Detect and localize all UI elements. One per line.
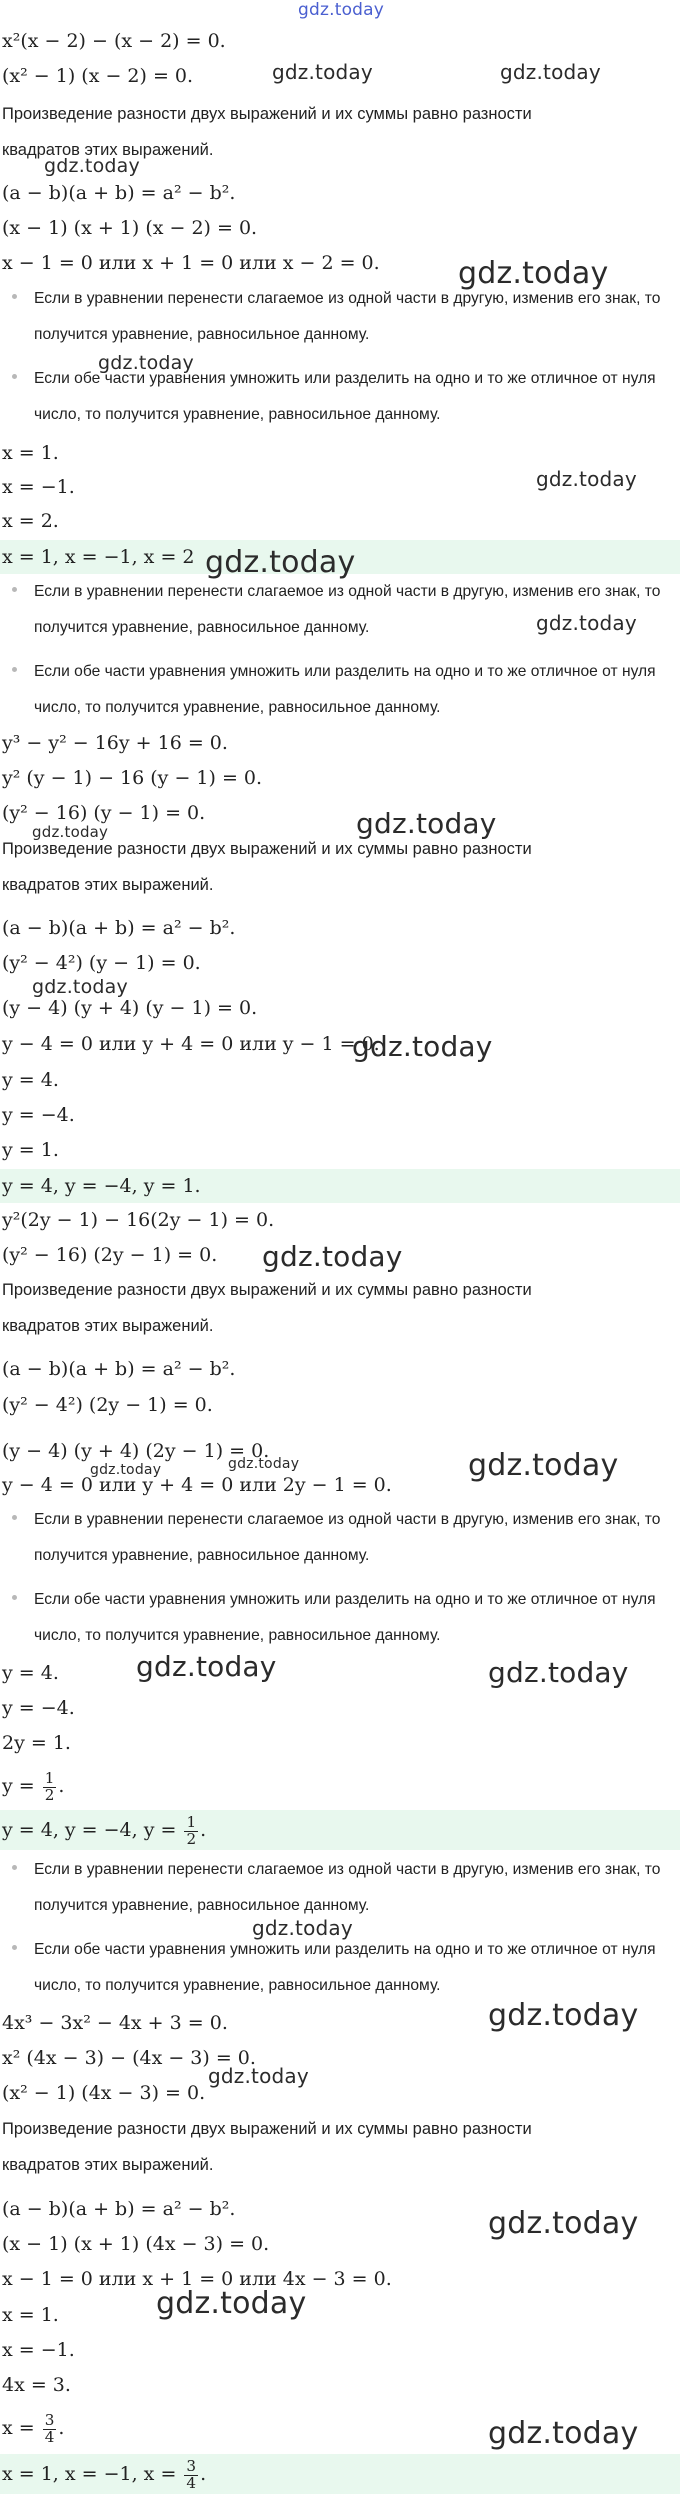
watermark: gdz.today xyxy=(205,545,356,580)
rule-text: Если в уравнении перенести слагаемое из одной части в другую, изменив его знак, то получится уравнение, равносильное данному. xyxy=(34,1511,661,1564)
numerator: 1 xyxy=(186,1812,197,1831)
equation-line: y³ − y² − 16y + 16 = 0. xyxy=(2,732,228,754)
denominator: 2 xyxy=(44,1785,55,1804)
root-line: x = −1. xyxy=(2,476,75,498)
rule-text: Если обе части уравнения умножить или разделить на одно и то же отличное от нуля число, то получится уравнение, равносильное данному. xyxy=(34,1591,656,1644)
numerator: 3 xyxy=(186,2456,197,2475)
answer-suffix: . xyxy=(200,2463,207,2485)
equation-line: (a − b)(a + b) = a² − b². xyxy=(2,1358,236,1380)
denominator: 4 xyxy=(44,2427,55,2446)
equation-line: (x² − 1) (x − 2) = 0. xyxy=(2,65,194,87)
root-suffix: . xyxy=(58,1775,65,1797)
equation-line: x² (4x − 3) − (4x − 3) = 0. xyxy=(2,2047,256,2069)
text-line: Произведение разности двух выражений и их суммы равно разности xyxy=(2,840,532,858)
equation-line: (y − 4) (y + 4) (2y − 1) = 0. xyxy=(2,1440,270,1462)
watermark: gdz.today xyxy=(262,1240,403,1273)
watermark: gdz.today xyxy=(500,60,601,84)
answer-suffix: . xyxy=(200,1819,207,1841)
root-line xyxy=(2,1766,680,1806)
root-line: 2y = 1. xyxy=(2,1732,71,1754)
watermark: gdz.today xyxy=(44,155,140,177)
equation-line: (a − b)(a + b) = a² − b². xyxy=(2,917,236,939)
numerator: 1 xyxy=(44,1768,55,1787)
header-watermark: gdz.today xyxy=(298,0,385,20)
watermark: gdz.today xyxy=(208,2064,309,2088)
equation-line: x²(x − 2) − (x − 2) = 0. xyxy=(2,30,226,52)
root-prefix: y = xyxy=(2,1775,41,1797)
fraction xyxy=(43,1768,57,1804)
equation-line: (y² − 16) (2y − 1) = 0. xyxy=(2,1244,218,1266)
equation-line: y − 4 = 0 или y + 4 = 0 или 2y − 1 = 0. xyxy=(2,1474,392,1496)
equation-line: y − 4 = 0 или y + 4 = 0 или y − 1 = 0. xyxy=(2,1033,380,1055)
watermark: gdz.today xyxy=(228,1456,300,1472)
text-line: квадратов этих выражений. xyxy=(2,876,214,894)
watermark: gdz.today xyxy=(488,1656,629,1689)
answer-line xyxy=(0,2454,680,2494)
text-line: квадратов этих выражений. xyxy=(2,2156,214,2174)
root-line: x = −1. xyxy=(2,2339,75,2361)
watermark: gdz.today xyxy=(488,2416,639,2451)
root-prefix: x = xyxy=(2,2417,41,2439)
watermark: gdz.today xyxy=(536,467,637,491)
equation-line: 4x³ − 3x² − 4x + 3 = 0. xyxy=(2,2012,228,2034)
denominator: 2 xyxy=(186,1829,197,1848)
rule-bullet xyxy=(12,1932,674,2004)
equation-line: (a − b)(a + b) = a² − b². xyxy=(2,182,236,204)
text-line: квадратов этих выражений. xyxy=(2,141,214,159)
rule-bullet xyxy=(12,1502,674,1574)
watermark: gdz.today xyxy=(458,256,609,291)
equation-line: (y² − 4²) (2y − 1) = 0. xyxy=(2,1394,213,1416)
answer-line: x = 1, x = −1, x = 2 xyxy=(0,540,680,574)
watermark: gdz.today xyxy=(488,1998,639,2033)
equation-line: (x² − 1) (4x − 3) = 0. xyxy=(2,2082,206,2104)
equation-line: (y − 4) (y + 4) (y − 1) = 0. xyxy=(2,997,258,1019)
fraction xyxy=(184,2456,198,2492)
rule-text: Если обе части уравнения умножить или разделить на одно и то же отличное от нуля число, то получится уравнение, равносильное данному. xyxy=(34,663,656,716)
rule-text: Если в уравнении перенести слагаемое из одной части в другую, изменив его знак, то получится уравнение, равносильное данному. xyxy=(34,583,661,636)
rule-bullet xyxy=(12,654,674,726)
root-line: 4x = 3. xyxy=(2,2374,71,2396)
numerator: 3 xyxy=(44,2410,55,2429)
denominator: 4 xyxy=(186,2473,197,2492)
root-line: x = 1. xyxy=(2,442,59,464)
answer-prefix: x = 1, x = −1, x = xyxy=(2,2463,183,2485)
watermark: gdz.today xyxy=(468,1448,619,1483)
watermark: gdz.today xyxy=(352,1030,493,1063)
root-line: y = 4. xyxy=(2,1069,59,1091)
watermark: gdz.today xyxy=(272,60,373,84)
equation-line: (y² − 4²) (y − 1) = 0. xyxy=(2,952,201,974)
equation-line: x − 1 = 0 или x + 1 = 0 или 4x − 3 = 0. xyxy=(2,2268,392,2290)
watermark: gdz.today xyxy=(32,976,128,998)
text-line: Произведение разности двух выражений и их суммы равно разности xyxy=(2,1281,532,1299)
root-line: y = 4. xyxy=(2,1662,59,1684)
root-line: x = 2. xyxy=(2,510,59,532)
equation-line: x − 1 = 0 или x + 1 = 0 или x − 2 = 0. xyxy=(2,252,380,274)
rule-bullet xyxy=(12,1852,674,1924)
rule-text: Если обе части уравнения умножить или разделить на одно и то же отличное от нуля число, то получится уравнение, равносильное данному. xyxy=(34,1941,656,1994)
root-suffix: . xyxy=(58,2417,65,2439)
answer-line: y = 4, y = −4, y = 1. xyxy=(0,1169,680,1203)
root-line: y = −4. xyxy=(2,1104,75,1126)
equation-line: y²(2y − 1) − 16(2y − 1) = 0. xyxy=(2,1209,275,1231)
watermark: gdz.today xyxy=(156,2286,307,2321)
equation-line: (x − 1) (x + 1) (4x − 3) = 0. xyxy=(2,2233,270,2255)
rule-text: Если в уравнении перенести слагаемое из одной части в другую, изменив его знак, то получится уравнение, равносильное данному. xyxy=(34,1861,661,1914)
watermark: gdz.today xyxy=(90,1462,162,1478)
text-line: квадратов этих выражений. xyxy=(2,1317,214,1335)
text-line: Произведение разности двух выражений и их суммы равно разности xyxy=(2,105,532,123)
watermark: gdz.today xyxy=(98,352,194,374)
equation-line: (a − b)(a + b) = a² − b². xyxy=(2,2198,236,2220)
watermark: gdz.today xyxy=(32,823,109,841)
answer-prefix: y = 4, y = −4, y = xyxy=(2,1819,183,1841)
fraction xyxy=(184,1812,198,1848)
rule-bullet xyxy=(12,574,674,646)
watermark: gdz.today xyxy=(488,2206,639,2241)
root-line: x = 1. xyxy=(2,2304,59,2326)
watermark: gdz.today xyxy=(136,1650,277,1683)
watermark: gdz.today xyxy=(252,1916,353,1940)
root-line: y = 1. xyxy=(2,1139,59,1161)
answer-line xyxy=(0,1810,680,1850)
rule-bullet xyxy=(12,281,674,353)
equation-line: y² (y − 1) − 16 (y − 1) = 0. xyxy=(2,767,263,789)
watermark: gdz.today xyxy=(356,807,497,840)
rule-bullet xyxy=(12,1582,674,1654)
equation-line: (x − 1) (x + 1) (x − 2) = 0. xyxy=(2,217,258,239)
root-line: y = −4. xyxy=(2,1697,75,1719)
rule-text: Если обе части уравнения умножить или разделить на одно и то же отличное от нуля число, то получится уравнение, равносильное данному. xyxy=(34,370,656,423)
equation-line: (y² − 16) (y − 1) = 0. xyxy=(2,802,206,824)
watermark: gdz.today xyxy=(536,611,637,635)
rule-text: Если в уравнении перенести слагаемое из одной части в другую, изменив его знак, то получится уравнение, равносильное данному. xyxy=(34,290,661,343)
fraction xyxy=(43,2410,57,2446)
text-line: Произведение разности двух выражений и их суммы равно разности xyxy=(2,2120,532,2138)
